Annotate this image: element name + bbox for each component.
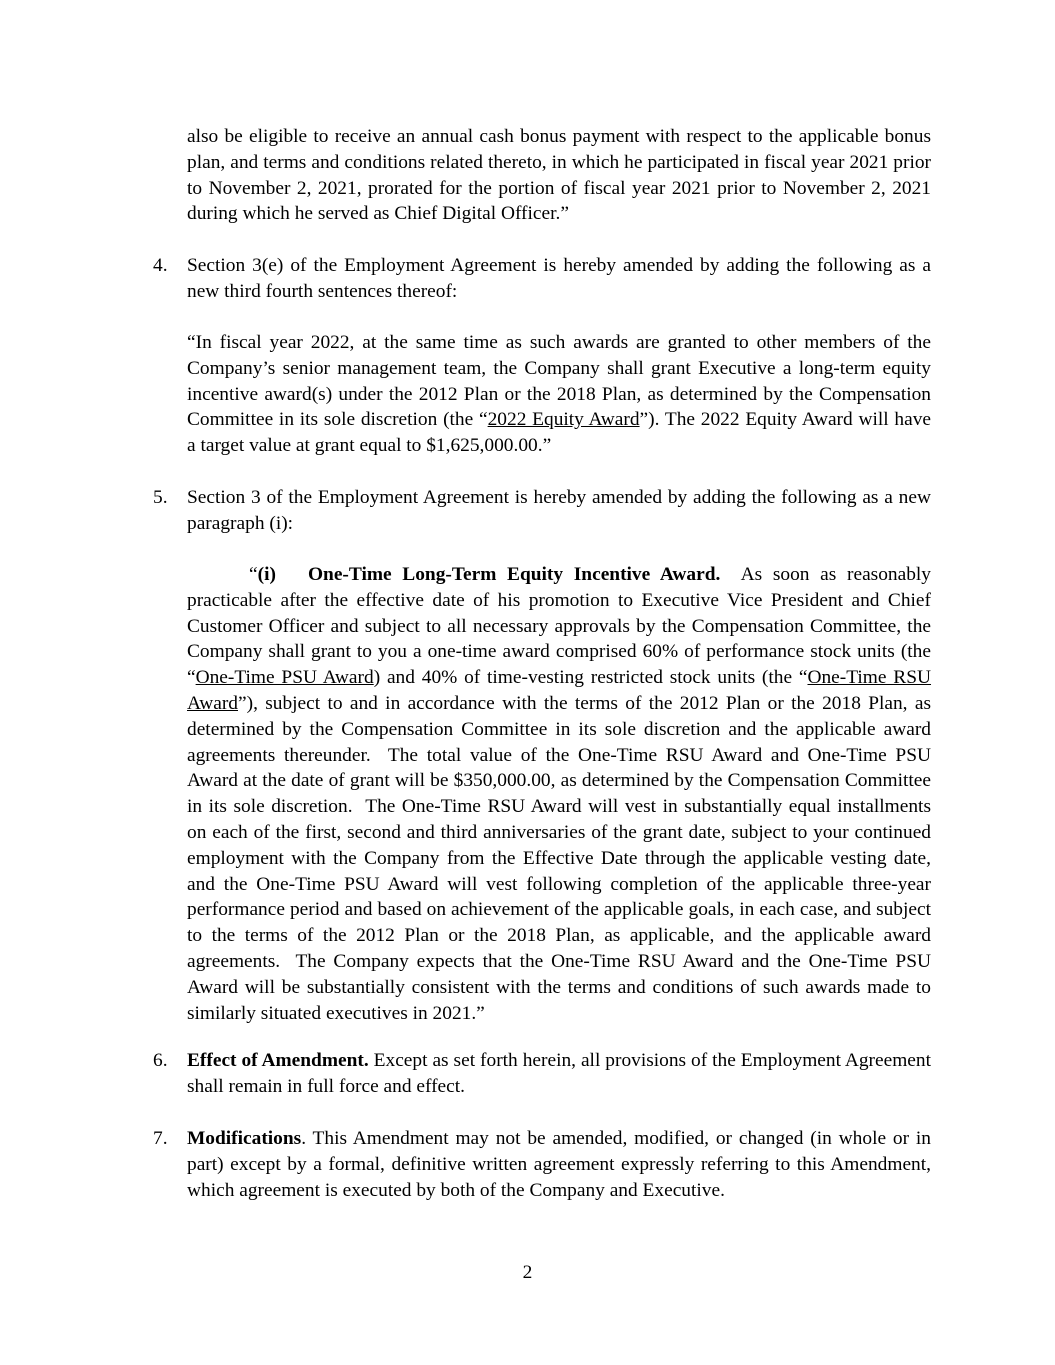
page-number: 2	[522, 1262, 533, 1283]
quote-text: As soon as reasonably practicable after the effective date of his promotion to Executive Vice President and Chief Customer Officer and subject to all necessary approvals by the Compensation Committee, the Company shall grant to you a one-time award comprised 60% of performance stock units (the “	[187, 564, 931, 689]
section-heading: Effect of Amendment.	[187, 1050, 369, 1071]
defined-term-rsu-award: One-Time RSU Award	[187, 667, 932, 714]
section-text	[187, 1048, 931, 1100]
defined-term-2022-equity-award: 2022 Equity Award	[487, 409, 640, 431]
continuation-paragraph: also be eligible to receive an annual cash bonus payment with respect to the applicable bonus plan, and terms and conditions related thereto, in which he participated in fiscal year 2021 prior to November 2, 2021, prorated for the portion of fiscal year 2021 prior to November 2, 2021 during which he served as Chief Digital Officer.”	[187, 126, 931, 225]
section-number: 4.	[153, 255, 168, 276]
quote-text: ) and 40% of time-vesting restricted stock units (the “	[373, 667, 808, 689]
section-5-quote	[187, 562, 931, 1026]
quote-text: ”), subject to and in accordance with the terms of the 2012 Plan or the 2018 Plan, as determined by the Compensation Committee in its sole discretion and the applicable award agreements thereunder. The total value of the One-Time RSU Award and One-Time PSU Award at the date of grant will be $350,000.00, as determined by the Compensation Committee in its sole discretion. The One-Time RSU Award will vest in substantially equal installments on each of the first, second and third anniversaries of the grant date, subject to your continued employment with the Company from the Effective Date through the applicable vesting date, and the One-Time PSU Award will vest following completion of the applicable three-year performance period and based on achievement of the applicable goals, in each case, and subject to the terms of the 2012 Plan or the 2018 Plan, as applicable, and the applicable award agreements. The Company expects that the One-Time RSU Award and the One-Time PSU Award will be substantially consistent with the terms and conditions of such awards made to similarly situated executives in 2021.”	[187, 692, 931, 1024]
section-body: Except as set forth herein, all provisions of the Employment Agreement shall remain in full force and effect.	[187, 1050, 931, 1097]
section-number: 7.	[153, 1128, 168, 1149]
section-number: 6.	[153, 1050, 168, 1071]
section-text: Section 3 of the Employment Agreement is hereby amended by adding the following as a new paragraph (i):	[187, 487, 931, 534]
section-6	[153, 1048, 931, 1100]
quote-text: ”). The 2022 Equity Award will have a target value at grant equal to $1,625,000.00.”	[187, 409, 931, 457]
section-7	[153, 1126, 931, 1203]
open-quote: “	[249, 564, 258, 585]
section-heading: Modifications	[187, 1128, 302, 1149]
section-text	[187, 1126, 931, 1203]
paragraph-label: (i)	[257, 564, 276, 585]
section-4-quote	[187, 330, 931, 459]
section-4	[153, 253, 931, 305]
section-5	[153, 485, 931, 537]
section-text: Section 3(e) of the Employment Agreement is hereby amended by adding the following as a new third fourth sentences thereof:	[187, 255, 931, 302]
quote-text: “In fiscal year 2022, at the same time as such awards are granted to other members of the Company’s senior management team, the Company shall grant Executive a long-term equity incentive award(s) under the 2012 Plan or the 2018 Plan, as determined by the Compensation Committee in its sole discretion (the “	[187, 332, 931, 431]
section-body: . This Amendment may not be amended, modified, or changed (in whole or in part) except by a formal, definitive written agreement expressly referring to this Amendment, which agreement is executed by both of the Company and Executive.	[187, 1128, 931, 1201]
paragraph-heading: One-Time Long-Term Equity Incentive Award.	[307, 564, 721, 585]
defined-term-psu-award: One-Time PSU Award	[195, 667, 374, 689]
section-number: 5.	[153, 487, 168, 508]
